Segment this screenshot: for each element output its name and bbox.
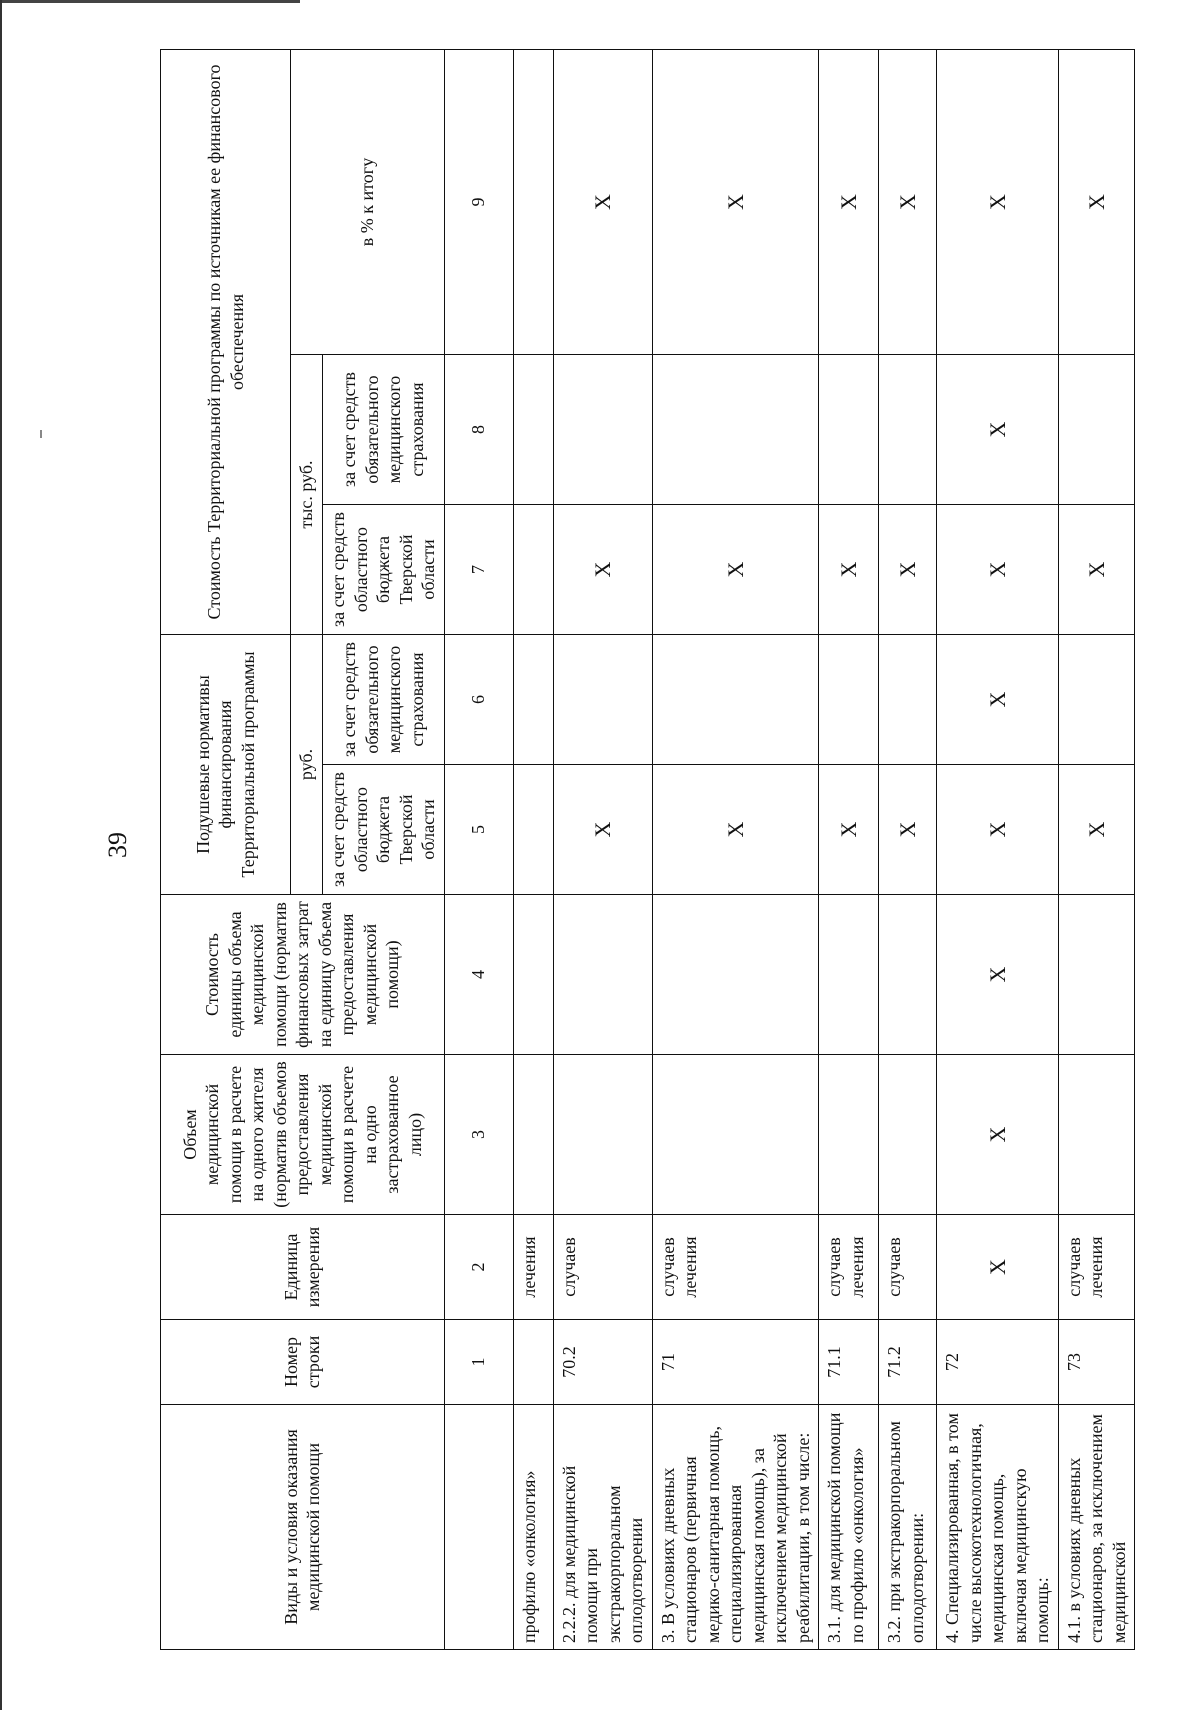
table-row	[1058, 49, 1135, 1649]
row-per-capita-budget: X	[652, 765, 819, 895]
header-kinds: Виды и условия оказания медицинской помощи	[161, 1405, 445, 1650]
row-cost-budget	[513, 505, 553, 635]
row-per-capita-budget: X	[879, 765, 937, 895]
header-per-capita: Подушевые нормативы финансирования Территориальной программы	[161, 635, 291, 895]
row-percent: X	[1058, 49, 1135, 354]
header-per-capita-budget: за счет средств областного бюджета Тверской области	[323, 765, 445, 895]
page-number: 39	[103, 832, 132, 858]
row-label: 3.2. при экстракорпоральном оплодотворении:	[879, 1405, 937, 1650]
row-per-capita-budget: X	[819, 765, 879, 895]
row-per-capita-budget: X	[553, 765, 652, 895]
row-unit-cost	[513, 895, 553, 1055]
row-cost-oms	[652, 355, 819, 505]
row-number	[513, 1320, 553, 1405]
column-number: 9	[444, 49, 513, 354]
column-number: 7	[444, 505, 513, 635]
column-number: 2	[444, 1215, 513, 1320]
row-label: 3.1. для медицинской помощи по профилю «онкология»	[819, 1405, 879, 1650]
row-volume: X	[937, 1055, 1059, 1215]
header-cost-budget: за счет средств областного бюджета Тверской области	[323, 505, 445, 635]
row-volume	[553, 1055, 652, 1215]
row-cost-budget: X	[879, 505, 937, 635]
row-unit: лечения	[513, 1215, 553, 1320]
header-percent: в % к итогу	[291, 49, 445, 354]
header-per-capita-oms: за счет средств обязательного медицинского страхования	[323, 635, 445, 765]
table-row	[652, 49, 819, 1649]
row-unit-cost	[1058, 895, 1135, 1055]
row-number: 73	[1058, 1320, 1135, 1405]
header-row-number: Номер строки	[161, 1320, 445, 1405]
row-number: 72	[937, 1320, 1059, 1405]
row-percent	[513, 49, 553, 354]
row-per-capita-budget: X	[1058, 765, 1135, 895]
table-row	[513, 49, 553, 1649]
row-cost-oms	[553, 355, 652, 505]
row-unit: X	[937, 1215, 1059, 1320]
header-unit: Единица измерения	[161, 1215, 445, 1320]
row-volume	[879, 1055, 937, 1215]
header-thous-rub: тыс. руб.	[291, 355, 323, 635]
rotated-table-wrapper	[160, 50, 1160, 1650]
row-number: 71.1	[819, 1320, 879, 1405]
row-cost-budget: X	[553, 505, 652, 635]
row-cost-budget: X	[819, 505, 879, 635]
row-label: 4.1. в условиях дневных стационаров, за исключением медицинской	[1058, 1405, 1135, 1650]
row-unit: случаев лечения	[819, 1215, 879, 1320]
row-unit: случаев	[879, 1215, 937, 1320]
row-cost-oms: X	[937, 355, 1059, 505]
row-cost-oms	[879, 355, 937, 505]
table-row	[879, 49, 937, 1649]
row-cost-oms	[819, 355, 879, 505]
row-per-capita-oms	[652, 635, 819, 765]
row-percent: X	[819, 49, 879, 354]
header-cost-oms: за счет средств обязательного медицинского страхования	[323, 355, 445, 505]
row-percent: X	[879, 49, 937, 354]
table-row	[937, 49, 1059, 1649]
header-volume: Объем медицинской помощи в расчете на одного жителя (норматив объемов предоставления медицинской помощи в расчете на одно застрахованное лицо)	[161, 1055, 445, 1215]
row-cost-budget: X	[1058, 505, 1135, 635]
row-cost-budget: X	[937, 505, 1059, 635]
row-per-capita-oms	[513, 635, 553, 765]
row-per-capita-oms: X	[937, 635, 1059, 765]
row-per-capita-oms	[1058, 635, 1135, 765]
scan-edge-top	[0, 0, 300, 3]
row-cost-oms	[513, 355, 553, 505]
row-volume	[819, 1055, 879, 1215]
scan-speck	[40, 430, 42, 438]
row-per-capita-budget: X	[937, 765, 1059, 895]
table-row	[819, 49, 879, 1649]
row-number: 71.2	[879, 1320, 937, 1405]
header-unit-cost: Стоимость единицы объема медицинской помощи (норматив финансовых затрат на единицу объема предоставления медицинской помощи)	[161, 895, 445, 1055]
row-volume	[1058, 1055, 1135, 1215]
header-rub: руб.	[291, 635, 323, 895]
row-label: профилю «онкология»	[513, 1405, 553, 1650]
row-unit-cost: X	[937, 895, 1059, 1055]
column-number-row	[444, 49, 513, 1649]
row-per-capita-oms	[819, 635, 879, 765]
table-row	[553, 49, 652, 1649]
column-number: 6	[444, 635, 513, 765]
row-percent: X	[652, 49, 819, 354]
row-label: 3. В условиях дневных стационаров (первичная медико-санитарная помощь, специализированная медицинская помощь), за исключением медицинской реабилитации, в том числе:	[652, 1405, 819, 1650]
row-label: 4. Специализированная, в том числе высокотехнологичная, медицинская помощь, включая медицинскую помощь:	[937, 1405, 1059, 1650]
row-unit: случаев лечения	[1058, 1215, 1135, 1320]
row-percent: X	[553, 49, 652, 354]
column-number: 5	[444, 765, 513, 895]
row-volume	[652, 1055, 819, 1215]
row-unit-cost	[553, 895, 652, 1055]
column-number: 1	[444, 1320, 513, 1405]
row-per-capita-budget	[513, 765, 553, 895]
financing-table	[160, 49, 1135, 1650]
row-unit: случаев лечения	[652, 1215, 819, 1320]
row-volume	[513, 1055, 553, 1215]
row-percent: X	[937, 49, 1059, 354]
row-unit: случаев	[553, 1215, 652, 1320]
row-unit-cost	[879, 895, 937, 1055]
column-number-blank	[444, 1405, 513, 1650]
row-cost-budget: X	[652, 505, 819, 635]
column-number: 8	[444, 355, 513, 505]
scan-edge-left	[0, 0, 2, 1710]
row-label: 2.2.2. для медицинской помощи при экстракорпоральном оплодотворении	[553, 1405, 652, 1650]
row-per-capita-oms	[553, 635, 652, 765]
column-number: 3	[444, 1055, 513, 1215]
row-number: 71	[652, 1320, 819, 1405]
header-program-cost: Стоимость Территориальной программы по источникам ее финансового обеспечения	[161, 49, 291, 634]
row-cost-oms	[1058, 355, 1135, 505]
column-number: 4	[444, 895, 513, 1055]
row-per-capita-oms	[879, 635, 937, 765]
row-unit-cost	[652, 895, 819, 1055]
row-unit-cost	[819, 895, 879, 1055]
row-number: 70.2	[553, 1320, 652, 1405]
